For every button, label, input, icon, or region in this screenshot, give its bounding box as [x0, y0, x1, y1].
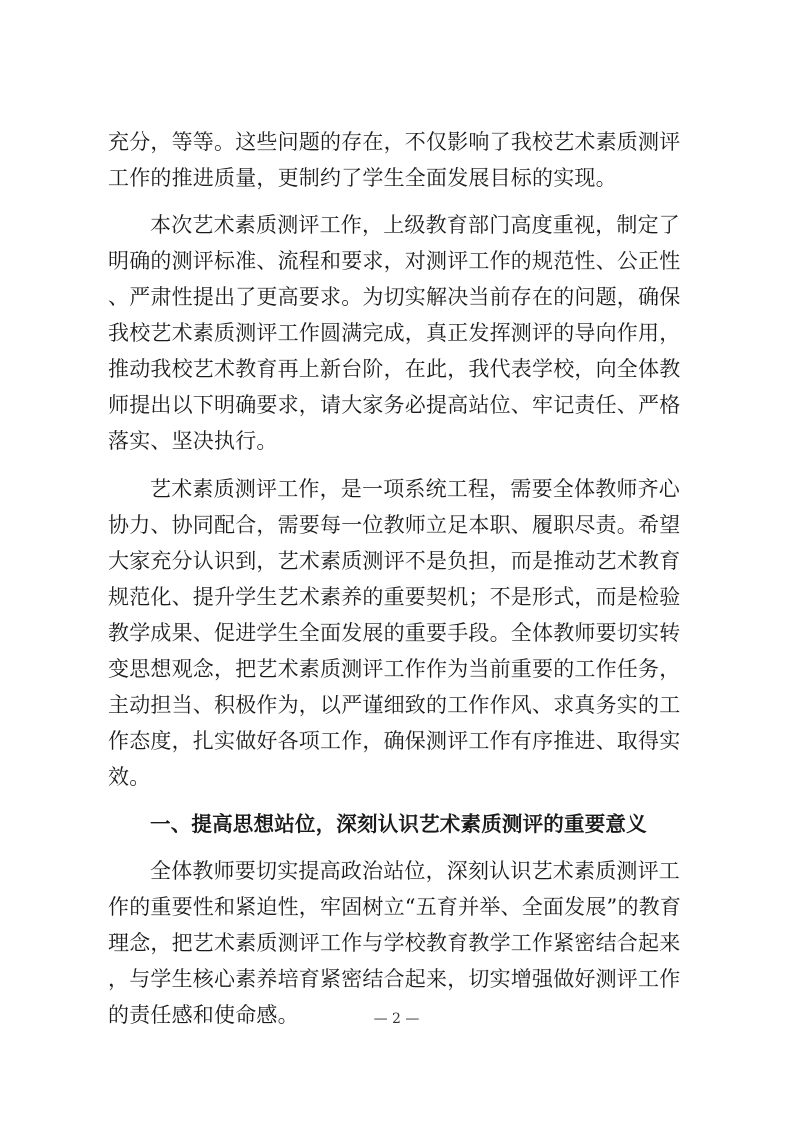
body-line: ，与学生核心素养培育紧密结合起来，切实增强做好测评工作 — [108, 967, 681, 991]
body-line: 工作的推进质量，更制约了学生全面发展目标的实现。 — [108, 166, 617, 190]
section-heading: 一、提高思想站位，深刻认识艺术素质测评的重要意义 — [150, 812, 647, 836]
body-line: 落实、坚决执行。 — [108, 429, 278, 453]
body-line: 艺术素质测评工作，是一项系统工程，需要全体教师齐心 — [150, 477, 680, 501]
body-line: 推动我校艺术教育再上新台阶，在此，我代表学校，向全体教 — [108, 357, 681, 381]
body-line: 明确的测评标准、流程和要求，对测评工作的规范性、公正性 — [108, 249, 681, 273]
body-line: 作态度，扎实做好各项工作，确保测评工作有序推进、取得实 — [108, 729, 681, 753]
body-line: 大家充分认识到，艺术素质测评不是负担，而是推动艺术教育 — [108, 549, 681, 573]
body-line: 效。 — [108, 765, 151, 789]
body-line: 充分，等等。这些问题的存在，不仅影响了我校艺术素质测评 — [108, 130, 681, 154]
body-line: 本次艺术素质测评工作，上级教育部门高度重视，制定了 — [150, 213, 680, 237]
body-line: 师提出以下明确要求，请大家务必提高站位、牢记责任、严格 — [108, 393, 681, 417]
body-line: 规范化、提升学生艺术素养的重要契机；不是形式，而是检验 — [108, 585, 681, 609]
body-line: 我校艺术素质测评工作圆满完成，真正发挥测评的导向作用， — [108, 321, 681, 345]
body-line: 理念，把艺术素质测评工作与学校教育教学工作紧密结合起来 — [108, 931, 681, 955]
body-line: 作的重要性和紧迫性，牢固树立“五育并举、全面发展”的教育 — [108, 895, 682, 919]
body-line: 教学成果、促进学生全面发展的重要手段。全体教师要切实转 — [108, 621, 681, 645]
page-number: — 2 — — [373, 1011, 420, 1027]
body-line: 全体教师要切实提高政治站位，深刻认识艺术素质测评工 — [150, 859, 680, 883]
body-line: 协力、协同配合，需要每一位教师立足本职、履职尽责。希望 — [108, 513, 681, 537]
body-line: 变思想观念，把艺术素质测评工作作为当前重要的工作任务， — [108, 657, 681, 681]
body-line: 的责任感和使命感。 — [108, 1003, 299, 1027]
body-line: 主动担当、积极作为，以严谨细致的工作作风、求真务实的工 — [108, 693, 681, 717]
body-line: 、严肃性提出了更高要求。为切实解决当前存在的问题，确保 — [108, 285, 681, 309]
